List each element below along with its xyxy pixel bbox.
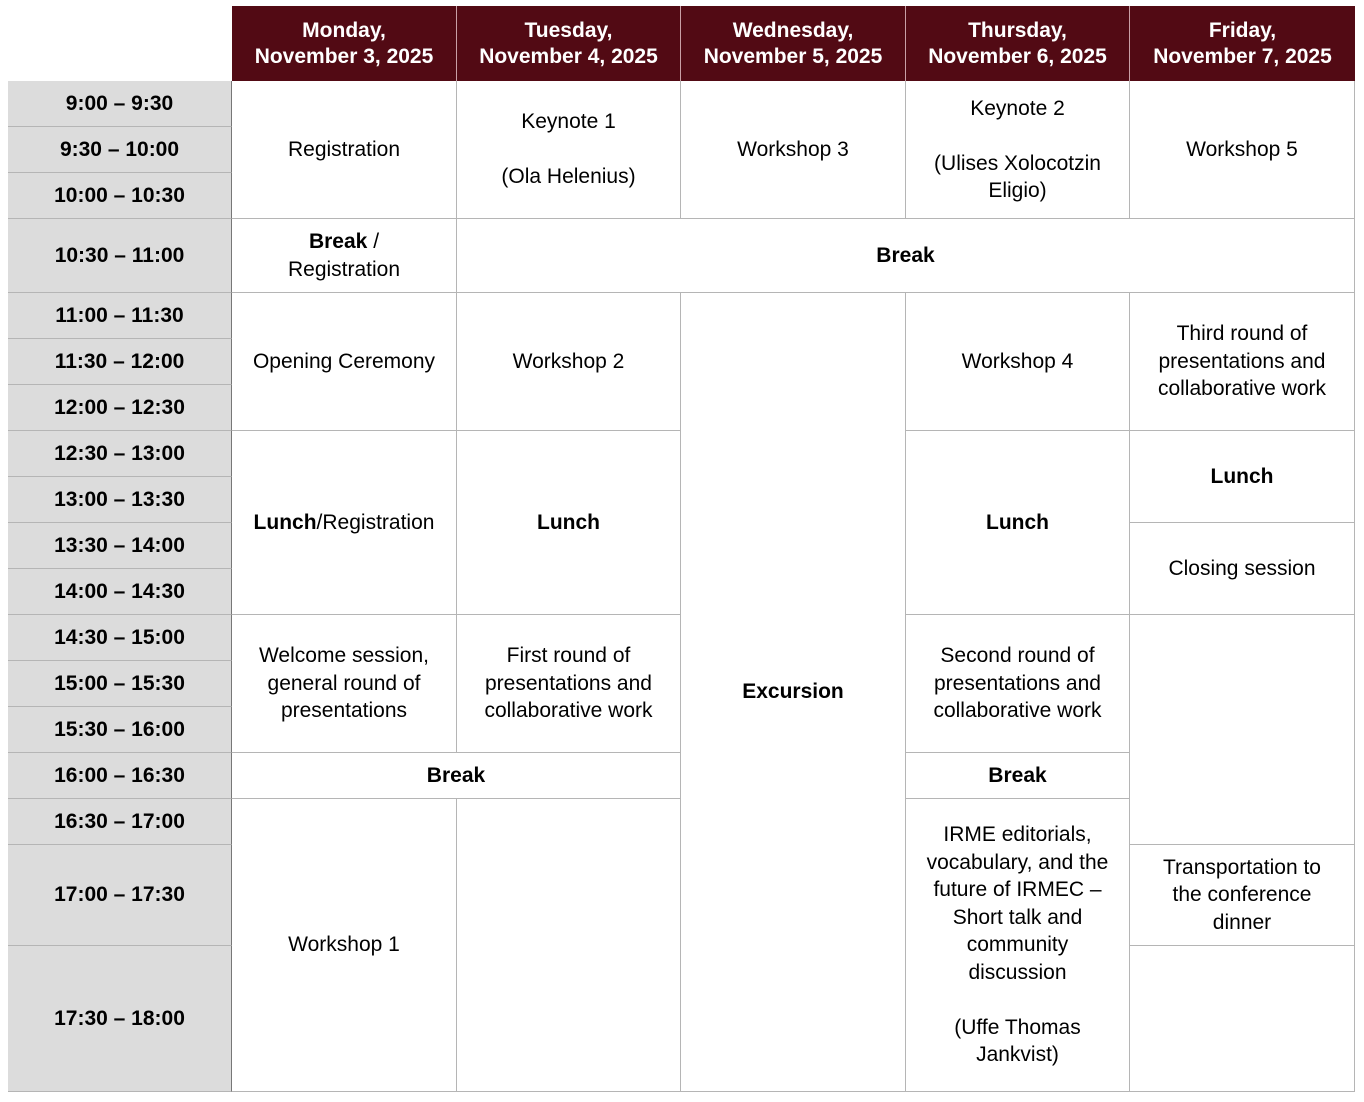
event-lunch: Lunch — [457, 431, 681, 615]
time-slot: 15:00 – 15:30 — [8, 661, 232, 707]
time-slot: 9:00 – 9:30 — [8, 81, 232, 127]
time-slot: 15:30 – 16:00 — [8, 707, 232, 753]
time-slot: 10:00 – 10:30 — [8, 173, 232, 219]
time-slot: 9:30 – 10:00 — [8, 127, 232, 173]
event-workshop-1: Workshop 1 — [232, 799, 457, 1092]
day-header-monday: Monday, November 3, 2025 — [232, 6, 457, 81]
event-keynote-1: Keynote 1 (Ola Helenius) — [457, 81, 681, 219]
event-break-registration — [232, 219, 457, 293]
event-break-label: Break — [308, 230, 368, 253]
time-slot: 16:00 – 16:30 — [8, 753, 232, 799]
day-header-wednesday: Wednesday, November 5, 2025 — [681, 6, 906, 81]
time-slot: 12:30 – 13:00 — [8, 431, 232, 477]
time-slot: 11:30 – 12:00 — [8, 339, 232, 385]
time-slot: 13:00 – 13:30 — [8, 477, 232, 523]
event-lunch-registration-label: /Registration — [316, 510, 435, 534]
event-lunch-label: Lunch — [253, 510, 317, 534]
time-slot: 10:30 – 11:00 — [8, 219, 232, 293]
event-break-registration-label: / Registration — [287, 230, 401, 281]
event-transportation: Transportation to the conference dinner — [1130, 845, 1355, 946]
event-closing-session: Closing session — [1130, 523, 1355, 615]
event-workshop-5: Workshop 5 — [1130, 81, 1355, 219]
event-excursion: Excursion — [681, 293, 906, 1092]
time-slot: 14:00 – 14:30 — [8, 569, 232, 615]
event-keynote-2: Keynote 2 (Ulises Xolocotzin Eligio) — [906, 81, 1130, 219]
schedule-table — [8, 6, 1355, 1092]
event-opening-ceremony: Opening Ceremony — [232, 293, 457, 431]
event-lunch-registration — [232, 431, 457, 615]
time-slot: 17:30 – 18:00 — [8, 946, 232, 1092]
event-lunch: Lunch — [1130, 431, 1355, 523]
event-third-round: Third round of presentations and collaborative work — [1130, 293, 1355, 431]
time-slot: 14:30 – 15:00 — [8, 615, 232, 661]
event-workshop-2: Workshop 2 — [457, 293, 681, 431]
event-irme-editorials: IRME editorials, vocabulary, and the future of IRMEC – Short talk and community discussion (Uffe Thomas Jankvist) — [906, 799, 1130, 1092]
event-welcome-session: Welcome session, general round of presentations — [232, 615, 457, 753]
corner-cell — [8, 6, 232, 81]
empty-cell — [457, 799, 681, 1092]
event-break: Break — [457, 219, 1355, 293]
event-first-round: First round of presentations and collaborative work — [457, 615, 681, 753]
event-break: Break — [232, 753, 681, 799]
event-registration: Registration — [232, 81, 457, 219]
empty-cell — [1130, 615, 1355, 845]
event-second-round: Second round of presentations and collaborative work — [906, 615, 1130, 753]
day-header-friday: Friday, November 7, 2025 — [1130, 6, 1355, 81]
time-slot: 12:00 – 12:30 — [8, 385, 232, 431]
time-slot: 13:30 – 14:00 — [8, 523, 232, 569]
time-slot: 11:00 – 11:30 — [8, 293, 232, 339]
day-header-thursday: Thursday, November 6, 2025 — [906, 6, 1130, 81]
event-workshop-3: Workshop 3 — [681, 81, 906, 219]
day-header-tuesday: Tuesday, November 4, 2025 — [457, 6, 681, 81]
empty-cell — [1130, 946, 1355, 1092]
event-break: Break — [906, 753, 1130, 799]
time-slot: 16:30 – 17:00 — [8, 799, 232, 845]
event-workshop-4: Workshop 4 — [906, 293, 1130, 431]
event-lunch: Lunch — [906, 431, 1130, 615]
time-slot: 17:00 – 17:30 — [8, 845, 232, 946]
